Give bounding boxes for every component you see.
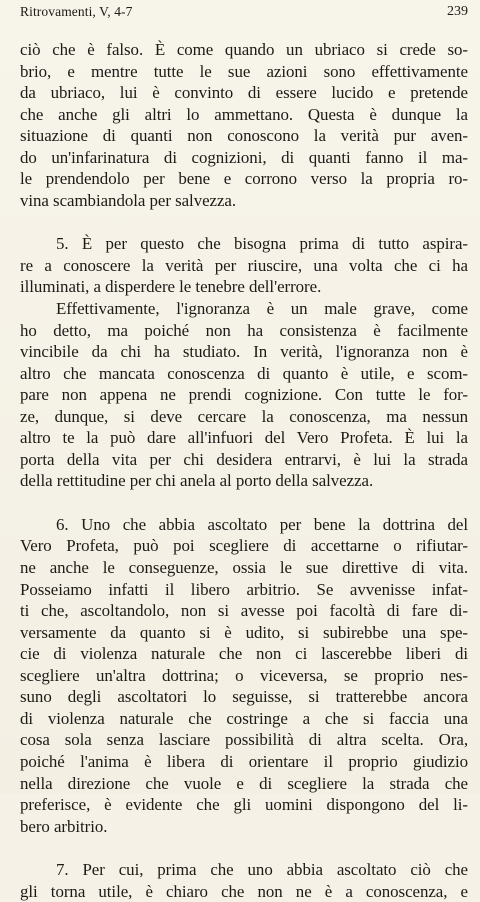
text-line: porta della vita per chi desidera entrarvi, è lui la strada <box>20 449 468 469</box>
text-line: suno degli ascoltatori lo seguisse, si tratterebbe ancora <box>20 687 468 707</box>
text-line: 7. Per cui, prima che uno abbia ascoltato ciò che <box>56 860 468 880</box>
paragraph <box>20 298 468 492</box>
text-line: situazione di quanti non conoscono la verità pur aven- <box>20 126 468 146</box>
page-number: 239 <box>447 4 468 19</box>
text-line: 6. Uno che abbia ascoltato per bene la dottrina del <box>56 514 468 534</box>
running-head-title: Ritrovamenti, V, 4-7 <box>20 4 133 19</box>
text-line: cosa sola senza lasciare possibilità di altra scelta. Ora, <box>20 730 468 750</box>
text-line: illuminati, a disperdere le tenebre dell'errore. <box>20 277 322 297</box>
text-line: che anche gli altri lo ammettano. Questa è dunque la <box>20 104 468 124</box>
text-line: poiché l'anima è libera di orientare il proprio giudizio <box>20 751 468 771</box>
paragraph-gap <box>20 492 468 514</box>
text-line: da ubriaco, lui è convinto di essere lucido e pretende <box>20 83 468 103</box>
text-line: versamente da quanto si è udito, si subirebbe una spe- <box>20 622 468 642</box>
text-line: ti che, ascoltandolo, non si avesse poi facoltà di fare di- <box>20 601 468 621</box>
text-line: do un'infarinatura di cognizioni, di quanti fanno il ma- <box>20 147 468 167</box>
text-line: gli torna utile, è chiaro che non ne è a conoscenza, e <box>20 881 468 901</box>
text-line: vina scambiandola per salvezza. <box>20 190 237 210</box>
text-line: Vero Profeta, può poi scegliere di accettarne o rifiutar- <box>20 536 468 556</box>
text-line: brio, e mentre tutte le sue azioni sono effettivamente <box>20 61 468 81</box>
text-line: scegliere un'altra dottrina; o viceversa, se proprio nes- <box>20 665 468 685</box>
text-line: bero arbitrio. <box>20 816 108 836</box>
text-line: le prendendolo per bene e corrono verso la propria ro- <box>20 169 468 189</box>
text-line: altro te la può dare all'infuori del Vero Profeta. È lui la <box>20 428 468 448</box>
text-line: di violenza naturale che costringe a che si faccia una <box>20 708 468 728</box>
text-line: re a conoscere la verità per riuscire, una volta che ci ha <box>20 255 468 275</box>
paragraph-continuation <box>20 39 468 211</box>
paragraph-gap <box>20 837 468 859</box>
paragraph-section-6 <box>20 514 468 837</box>
text-line: vincibile da chi ha studiato. In verità, l'ignoranza non è <box>20 342 468 362</box>
text-line: ze, dunque, si deve cercare la conoscenza, ma nessun <box>20 406 468 426</box>
paragraph-section-7 <box>20 859 468 902</box>
text-line: 5. È per questo che bisogna prima di tutto aspira- <box>56 234 468 254</box>
text-line: della rettitudine per chi anela al porto della salvezza. <box>20 471 374 491</box>
text-line: pare non appena ne prendi cognizione. Con tutte le for- <box>20 385 468 405</box>
text-line: Posseiamo infatti il libero arbitrio. Se avvenisse infat- <box>20 579 468 599</box>
text-line: cie di violenza naturale che non ci lascerebbe liberi di <box>20 644 468 664</box>
body-text <box>20 39 468 902</box>
text-line: ciò che è falso. È come quando un ubriaco si crede so- <box>20 40 468 59</box>
text-line: ho detto, ma poiché non ha consistenza è facilmente <box>20 320 468 340</box>
text-line: ne anche le conseguenze, ossia le sue direttive di vita. <box>20 558 468 578</box>
running-head <box>20 4 468 24</box>
text-line: nella direzione che vuole e di scegliere la strada che <box>20 773 468 793</box>
paragraph-gap <box>20 211 468 233</box>
text-line: preferisce, è evidente che gli uomini dispongono del li- <box>20 795 468 815</box>
paragraph-section-5 <box>20 233 468 298</box>
text-line: altro che mancata conoscenza di quanto è utile, e scom- <box>20 363 468 383</box>
text-line: Effettivamente, l'ignoranza è un male grave, come <box>56 299 468 319</box>
